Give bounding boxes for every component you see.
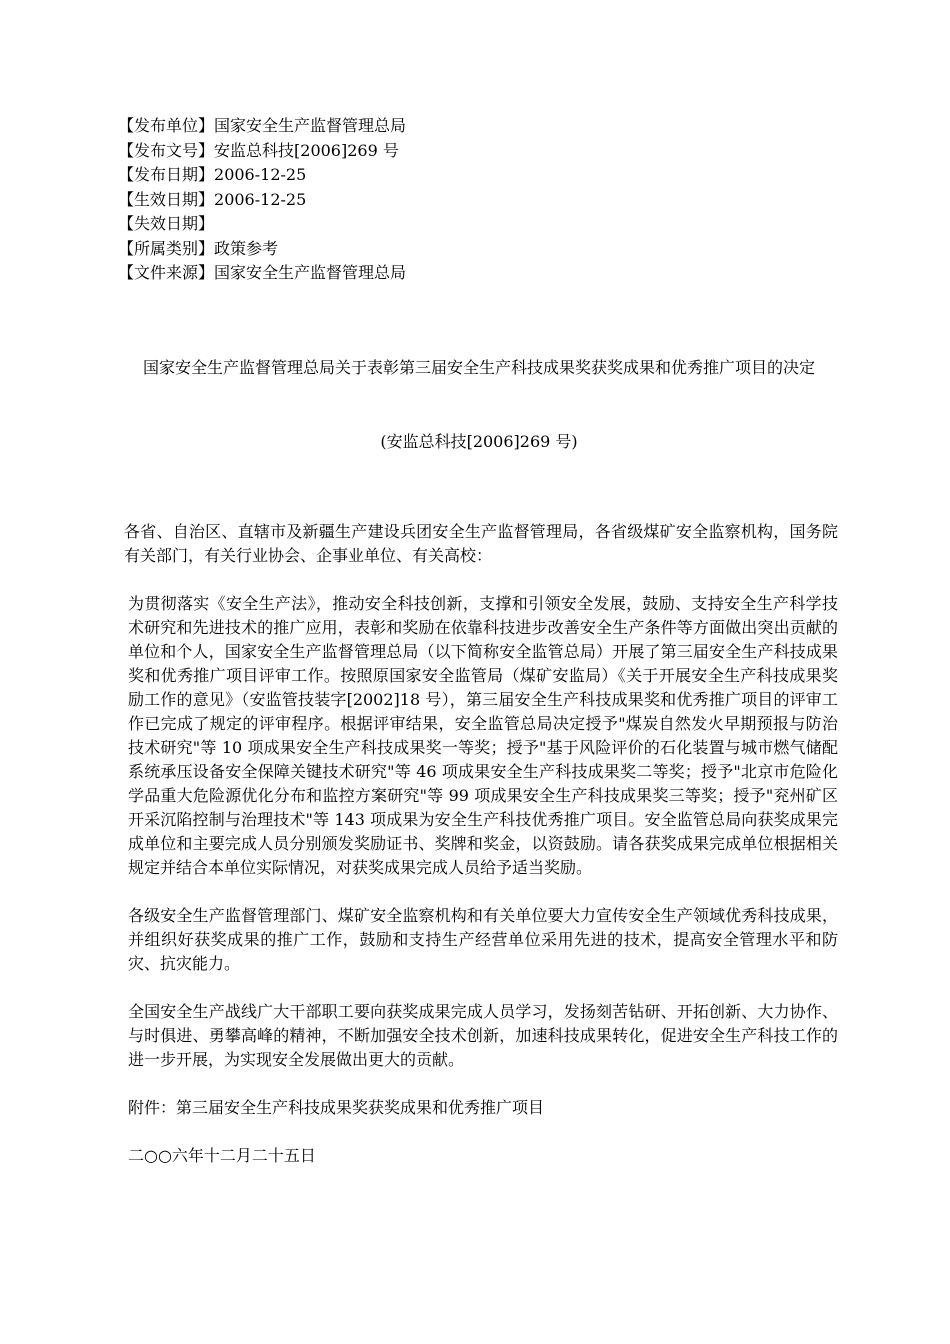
- meta-value: 安监总科技[2006]269 号: [214, 140, 399, 160]
- meta-issuer: [118, 114, 718, 139]
- meta-label: 【发布单位】: [118, 116, 215, 135]
- meta-label: 【所属类别】: [118, 238, 215, 258]
- body-paragraph: 各级安全生产监督管理部门、煤矿安全监察机构和有关单位要大力宣传安全生产领域优秀科技成果，并组织好获奖成果的推广工作，鼓励和支持生产经营单位采用先进的技术，提高安全管理水平和防灾、抗灾能力。: [128, 906, 838, 973]
- meta-doc-number: [118, 139, 718, 164]
- document-title: 国家安全生产监督管理总局关于表彰第三届安全生产科技成果奖获奖成果和优秀推广项目的决定: [142, 358, 815, 377]
- meta-label: 【发布文号】: [118, 140, 215, 160]
- meta-expiry-date: [118, 212, 718, 237]
- document-body: [124, 520, 838, 1192]
- document-number: (安监总科技[2006]269 号): [380, 432, 578, 451]
- body-paragraph: 为贯彻落实《安全生产法》，推动安全科技创新，支撑和引领安全发展，鼓励、支持安全生产科学技术研究和先进技术的推广应用，表彰和奖励在依靠科技进步改善安全生产条件等方面做出突出贡献的单位和个人，国家安全生产监督管理总局（以下简称安全监管总局）开展了第三届安全生产科技成果奖和优秀推广项目评审工作。按照原国家安全监管局（煤矿安监局）《关于开展安全生产科技成果奖励工作的意见》（安监管技装字[2002]18 号），第三届安全生产科技成果奖和优秀推广项目的评审工作已完成了规定的评审程序。根据评审结果，安全监管总局决定授予"煤炭自然发火早期预报与防治技术研究"等 10 项成果安全生产科技成果奖一等奖；授予"基于风险评价的石化装置与城市燃气储配系统承压设备安全保障关键技术研究"等 46 项成果安全生产科技成果奖二等奖；授予"北京市危险化学品重大危险源优化分布和监控方案研究"等 99 项成果安全生产科技成果奖三等奖；授予"兖州矿区开采沉陷控制与治理技术"等 143 项成果为安全生产科技优秀推广项目。安全监管总局向获奖成果完成单位和主要完成人员分别颁发奖励证书、奖牌和奖金，以资鼓励。请各获奖成果完成单位根据相关规定并结合本单位实际情况，对获奖成果完成人员给予适当奖励。: [128, 594, 838, 877]
- meta-label: 【失效日期】: [118, 214, 215, 233]
- meta-value: 政策参考: [214, 238, 279, 258]
- meta-issue-date: [118, 163, 718, 188]
- meta-category: [118, 237, 718, 262]
- addressee-paragraph: 各省、自治区、直辖市及新疆生产建设兵团安全生产监督管理局，各省级煤矿安全监察机构，国务院有关部门，有关行业协会、企事业单位、有关高校：: [124, 522, 838, 565]
- meta-source: [118, 261, 718, 286]
- meta-value: 国家安全生产监督管理总局: [214, 116, 407, 135]
- meta-value: 国家安全生产监督管理总局: [214, 263, 407, 282]
- meta-label: 【文件来源】: [118, 263, 215, 282]
- meta-value: 2006-12-25: [214, 189, 307, 209]
- meta-value: 2006-12-25: [214, 165, 307, 184]
- body-paragraph: 全国安全生产战线广大干部职工要向获奖成果完成人员学习，发扬刻苦钻研、开拓创新、大力协作、与时俱进、勇攀高峰的精神，不断加强安全技术创新，加速科技成果转化，促进安全生产科技工作的进一步开展，为实现安全发展做出更大的贡献。: [128, 1002, 838, 1069]
- meta-effective-date: [118, 188, 718, 213]
- document-metadata: [118, 114, 718, 286]
- date-line: 二○○六年十二月二十五日: [128, 1146, 316, 1165]
- meta-label: 【发布日期】: [118, 165, 215, 184]
- attachment-line: 附件：第三届安全生产科技成果奖获奖成果和优秀推广项目: [128, 1098, 545, 1117]
- meta-label: 【生效日期】: [118, 189, 215, 209]
